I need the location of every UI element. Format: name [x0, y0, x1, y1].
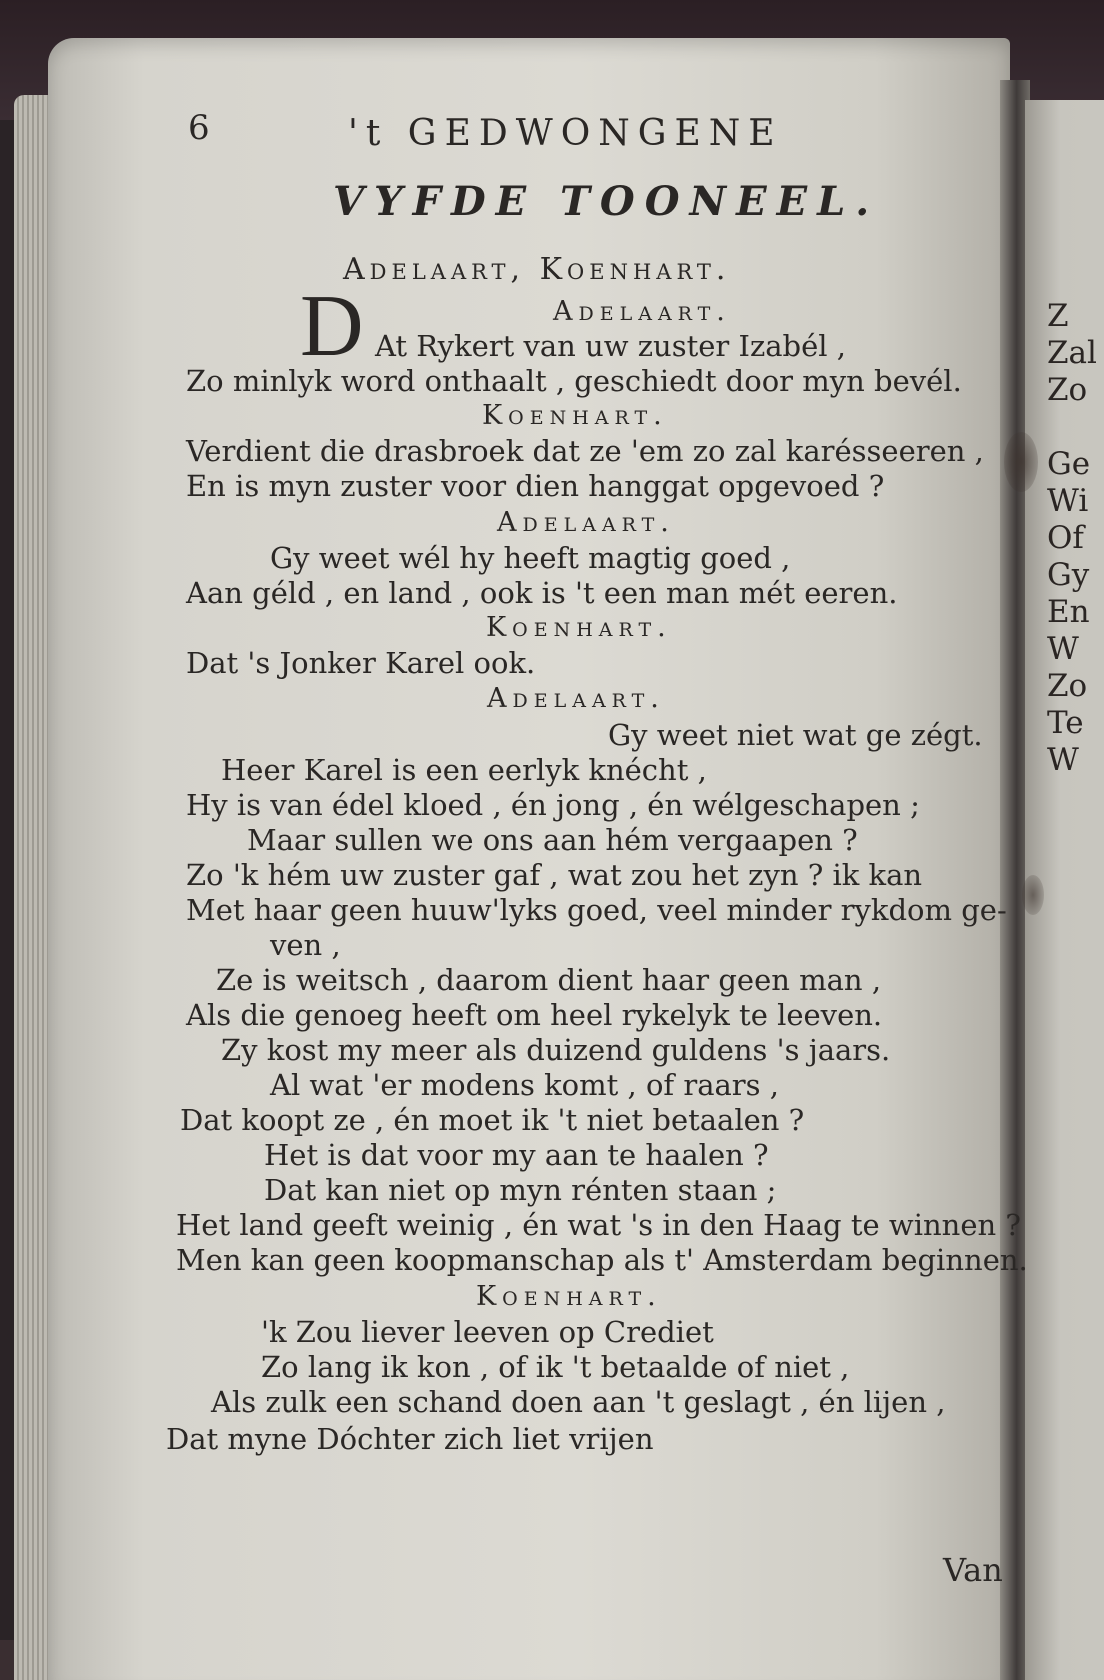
verse-line: Zo 'k hém uw zuster gaf , wat zou het zyn ? ik kan	[186, 858, 923, 892]
verse-line: At Rykert van uw zuster Izabél ,	[375, 329, 846, 363]
verse-line: Gy weet wél hy heeft magtig goed ,	[270, 541, 791, 575]
verse-line: Met haar geen huuw'lyks goed, veel minder rykdom ge-	[186, 893, 1007, 927]
facing-page-fragment: Wi	[1047, 483, 1089, 519]
facing-page-fragment: Of	[1047, 520, 1084, 556]
verse-line: Zo lang ik kon , of ik 't betaalde of niet ,	[261, 1350, 850, 1384]
verse-line: Al wat 'er modens komt , of raars ,	[270, 1068, 779, 1102]
verse-line: Zy kost my meer als duizend guldens 's jaars.	[221, 1033, 891, 1067]
drop-cap: D	[300, 278, 364, 375]
verse-line: Het land geeft weinig , én wat 's in den Haag te winnen ?	[176, 1208, 1021, 1242]
verse-line: Dat 's Jonker Karel ook.	[186, 646, 536, 680]
facing-page-fragment: Z	[1047, 298, 1069, 334]
verse-line: Ze is weitsch , daarom dient haar geen man ,	[216, 963, 882, 997]
speaker-name: Koenhart.	[476, 1281, 662, 1312]
verse-line: 'k Zou liever leeven op Crediet	[261, 1315, 714, 1349]
facing-page-fragment: En	[1047, 594, 1090, 630]
verse-line: Maar sullen we ons aan hém vergaapen ?	[247, 823, 858, 857]
verse-line: Dat koopt ze , én moet ik 't niet betaalen ?	[180, 1103, 805, 1137]
verse-line: En is myn zuster voor dien hanggat opgevoed ?	[186, 469, 885, 503]
speaker-name: Adelaart.	[553, 296, 731, 327]
verse-line: Heer Karel is een eerlyk knécht ,	[221, 753, 707, 787]
scene-title: VYFDE TOONEEL.	[333, 178, 880, 225]
verse-line: Als die genoeg heeft om heel rykelyk te leeven.	[186, 998, 883, 1032]
page-number: 6	[188, 108, 210, 148]
verse-line: Men kan geen koopmanschap als t' Amsterdam beginnen.	[176, 1243, 1028, 1277]
verse-line: Dat myne Dóchter zich liet vrijen	[166, 1422, 654, 1456]
facing-page-fragment: W	[1047, 631, 1079, 667]
verse-line: Aan géld , en land , ook is 't een man mét eeren.	[186, 576, 898, 610]
speaker-name: Koenhart.	[486, 612, 672, 643]
speaker-name: Adelaart.	[497, 507, 675, 538]
verse-line: Zo minlyk word onthaalt , geschiedt door myn bevél.	[186, 364, 962, 398]
verse-line: ven ,	[270, 928, 341, 962]
verse-line: Dat kan niet op myn rénten staan ;	[264, 1173, 777, 1207]
facing-page-fragment: Ge	[1047, 446, 1091, 482]
facing-page-fragment: Gy	[1047, 557, 1090, 593]
verse-line: Als zulk een schand doen aan 't geslagt , én lijen ,	[211, 1385, 946, 1419]
verse-line: Verdient die drasbroek dat ze 'em zo zal karésseeren ,	[186, 434, 984, 468]
facing-page-fragment: Te	[1047, 705, 1084, 741]
verse-line: Het is dat voor my aan te haalen ?	[264, 1138, 769, 1172]
catchword: Van	[943, 1551, 1003, 1589]
speaker-name: Koenhart.	[482, 400, 668, 431]
verse-line: Hy is van édel kloed , én jong , én wélgeschapen ;	[186, 788, 920, 822]
running-head: 't GEDWONGENE	[348, 113, 783, 154]
speaker-name: Adelaart.	[487, 683, 665, 714]
facing-page-fragment: Zo	[1047, 668, 1088, 704]
facing-page-fragment: Zal	[1047, 335, 1097, 371]
cast-list: Adelaart, Koenhart.	[343, 252, 731, 287]
facing-page-fragment: Zo	[1047, 372, 1088, 408]
verse-line: Gy weet niet wat ge zégt.	[608, 718, 983, 752]
facing-page-fragment: W	[1047, 742, 1079, 778]
